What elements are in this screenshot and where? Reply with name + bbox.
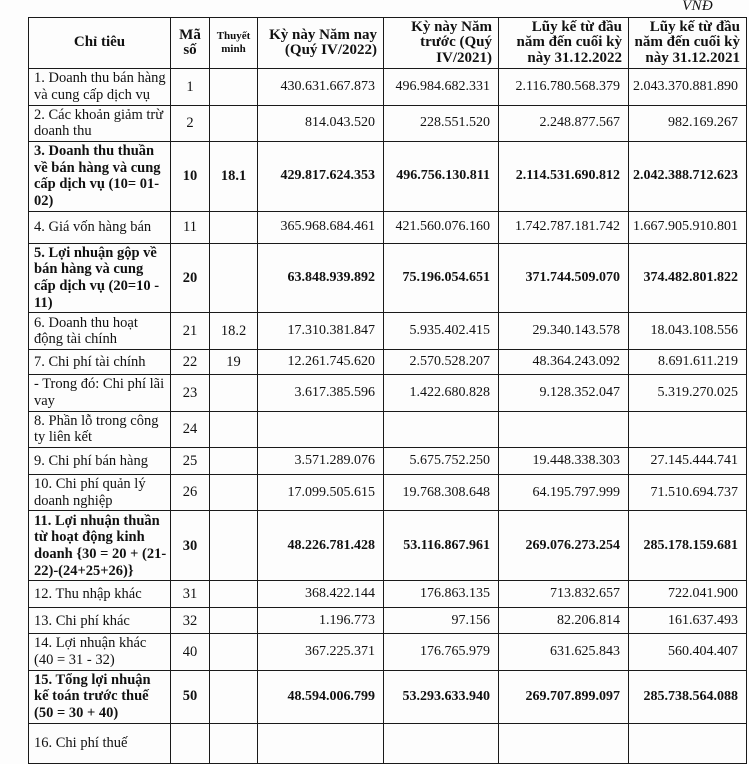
cell-luy-ke-2021: 27.145.444.741	[629, 448, 747, 475]
cell-ky-nay-nam-nay: 1.196.773	[258, 608, 384, 634]
col-header-chi-tieu: Chỉ tiêu	[29, 18, 171, 69]
table-row	[29, 448, 747, 475]
cell-chi-tieu: 6. Doanh thu hoạt động tài chính	[29, 313, 171, 350]
cell-chi-tieu: 14. Lợi nhuận khác (40 = 31 - 32)	[29, 634, 171, 670]
cell-luy-ke-2022: 2.114.531.690.812	[499, 142, 629, 212]
table-row	[29, 634, 747, 670]
cell-ma-so: 31	[171, 581, 210, 608]
cell-ky-nay-nam-nay: 63.848.939.892	[258, 243, 384, 313]
cell-ma-so: 2	[171, 105, 210, 141]
cell-ma-so: 10	[171, 142, 210, 212]
cell-thuyet-minh	[210, 581, 258, 608]
table-row	[29, 411, 747, 447]
cell-ky-nay-nam-nay: 429.817.624.353	[258, 142, 384, 212]
cell-thuyet-minh: 18.1	[210, 142, 258, 212]
cell-luy-ke-2022: 64.195.797.999	[499, 475, 629, 511]
cell-ky-nay-nam-truoc: 228.551.520	[384, 105, 499, 141]
table-body	[29, 69, 747, 763]
cell-ma-so: 20	[171, 243, 210, 313]
cell-ky-nay-nam-nay: 368.422.144	[258, 581, 384, 608]
cell-thuyet-minh	[210, 211, 258, 243]
cell-luy-ke-2022: 713.832.657	[499, 581, 629, 608]
cell-luy-ke-2022: 48.364.243.092	[499, 350, 629, 375]
cell-thuyet-minh	[210, 608, 258, 634]
cell-ky-nay-nam-nay: 365.968.684.461	[258, 211, 384, 243]
cell-ky-nay-nam-truoc	[384, 411, 499, 447]
cell-chi-tieu: 13. Chi phí khác	[29, 608, 171, 634]
cell-ma-so	[171, 723, 210, 763]
cell-luy-ke-2021: 18.043.108.556	[629, 313, 747, 350]
cell-thuyet-minh	[210, 723, 258, 763]
table-row	[29, 243, 747, 313]
cell-ma-so: 21	[171, 313, 210, 350]
col-header-thuyet-minh: Thuyết minh	[210, 18, 258, 69]
table-row	[29, 375, 747, 411]
cell-chi-tieu: 5. Lợi nhuận gộp về bán hàng và cung cấp dịch vụ (20=10 - 11)	[29, 243, 171, 313]
cell-chi-tieu: 12. Thu nhập khác	[29, 581, 171, 608]
cell-thuyet-minh: 19	[210, 350, 258, 375]
table-row	[29, 723, 747, 763]
cell-chi-tieu: 9. Chi phí bán hàng	[29, 448, 171, 475]
cell-thuyet-minh	[210, 448, 258, 475]
cell-thuyet-minh	[210, 375, 258, 411]
cell-ky-nay-nam-nay: 17.310.381.847	[258, 313, 384, 350]
cell-chi-tieu: 11. Lợi nhuận thuần từ hoạt động kinh doanh {30 = 20 + (21-22)-(24+25+26)}	[29, 511, 171, 581]
cell-ky-nay-nam-truoc: 176.863.135	[384, 581, 499, 608]
cell-ky-nay-nam-truoc: 75.196.054.651	[384, 243, 499, 313]
cell-ky-nay-nam-nay: 814.043.520	[258, 105, 384, 141]
cell-ky-nay-nam-truoc: 496.756.130.811	[384, 142, 499, 212]
cell-ky-nay-nam-nay	[258, 411, 384, 447]
cell-luy-ke-2021: 5.319.270.025	[629, 375, 747, 411]
cell-chi-tieu: 3. Doanh thu thuần về bán hàng và cung cấp dịch vụ (10= 01-02)	[29, 142, 171, 212]
cell-thuyet-minh	[210, 634, 258, 670]
cell-luy-ke-2022: 631.625.843	[499, 634, 629, 670]
table-row	[29, 511, 747, 581]
cell-luy-ke-2022: 2.248.877.567	[499, 105, 629, 141]
cell-chi-tieu: 8. Phần lỗ trong công ty liên kết	[29, 411, 171, 447]
cell-ky-nay-nam-nay: 3.571.289.076	[258, 448, 384, 475]
cell-ma-so: 40	[171, 634, 210, 670]
cell-thuyet-minh	[210, 69, 258, 105]
cell-luy-ke-2021: 285.738.564.088	[629, 670, 747, 723]
cell-ma-so: 23	[171, 375, 210, 411]
cell-luy-ke-2021: 374.482.801.822	[629, 243, 747, 313]
cell-chi-tieu: 15. Tổng lợi nhuận kế toán trước thuế (50 = 30 + 40)	[29, 670, 171, 723]
cell-luy-ke-2021	[629, 723, 747, 763]
table-header-row	[29, 18, 747, 69]
col-header-ky-nay-nam-truoc: Kỳ này Năm trước (Quý IV/2021)	[384, 18, 499, 69]
table-row	[29, 105, 747, 141]
cell-thuyet-minh	[210, 511, 258, 581]
table-row	[29, 581, 747, 608]
cell-ky-nay-nam-truoc: 5.935.402.415	[384, 313, 499, 350]
cell-ky-nay-nam-truoc: 53.116.867.961	[384, 511, 499, 581]
cell-thuyet-minh	[210, 475, 258, 511]
cell-ma-so: 50	[171, 670, 210, 723]
cell-luy-ke-2021: 982.169.267	[629, 105, 747, 141]
cell-ky-nay-nam-truoc: 496.984.682.331	[384, 69, 499, 105]
cell-chi-tieu: 10. Chi phí quản lý doanh nghiệp	[29, 475, 171, 511]
cell-ma-so: 25	[171, 448, 210, 475]
cell-thuyet-minh	[210, 670, 258, 723]
cell-luy-ke-2021: 722.041.900	[629, 581, 747, 608]
cell-chi-tieu: 7. Chi phí tài chính	[29, 350, 171, 375]
income-statement-table	[28, 17, 747, 764]
cell-ma-so: 22	[171, 350, 210, 375]
cell-luy-ke-2021: 285.178.159.681	[629, 511, 747, 581]
cell-luy-ke-2021: 2.042.388.712.623	[629, 142, 747, 212]
cell-ky-nay-nam-truoc: 53.293.633.940	[384, 670, 499, 723]
cell-chi-tieu: 2. Các khoản giảm trừ doanh thu	[29, 105, 171, 141]
cell-luy-ke-2022: 371.744.509.070	[499, 243, 629, 313]
cell-ky-nay-nam-truoc: 97.156	[384, 608, 499, 634]
table-row	[29, 211, 747, 243]
cell-ky-nay-nam-truoc: 19.768.308.648	[384, 475, 499, 511]
cell-ma-so: 1	[171, 69, 210, 105]
cell-ky-nay-nam-truoc: 421.560.076.160	[384, 211, 499, 243]
cell-luy-ke-2021	[629, 411, 747, 447]
cell-ky-nay-nam-truoc: 2.570.528.207	[384, 350, 499, 375]
cell-thuyet-minh	[210, 411, 258, 447]
cell-luy-ke-2022: 19.448.338.303	[499, 448, 629, 475]
col-header-ky-nay-nam-nay: Kỳ này Năm nay (Quý IV/2022)	[258, 18, 384, 69]
cell-chi-tieu: 16. Chi phí thuế	[29, 723, 171, 763]
table-row	[29, 608, 747, 634]
cell-luy-ke-2022: 2.116.780.568.379	[499, 69, 629, 105]
cell-ky-nay-nam-nay: 367.225.371	[258, 634, 384, 670]
cell-ky-nay-nam-truoc: 1.422.680.828	[384, 375, 499, 411]
table-row	[29, 69, 747, 105]
cell-luy-ke-2022	[499, 411, 629, 447]
cell-thuyet-minh: 18.2	[210, 313, 258, 350]
cell-ky-nay-nam-nay: 48.226.781.428	[258, 511, 384, 581]
cell-luy-ke-2022	[499, 723, 629, 763]
table-row	[29, 142, 747, 212]
cell-ky-nay-nam-nay: 17.099.505.615	[258, 475, 384, 511]
cell-chi-tieu: 1. Doanh thu bán hàng và cung cấp dịch vụ	[29, 69, 171, 105]
cell-ky-nay-nam-nay: 48.594.006.799	[258, 670, 384, 723]
table-row	[29, 475, 747, 511]
cell-luy-ke-2022: 29.340.143.578	[499, 313, 629, 350]
cell-ky-nay-nam-nay: 3.617.385.596	[258, 375, 384, 411]
cell-ma-so: 26	[171, 475, 210, 511]
cell-luy-ke-2022: 82.206.814	[499, 608, 629, 634]
cell-luy-ke-2021: 1.667.905.910.801	[629, 211, 747, 243]
table-row	[29, 670, 747, 723]
cell-luy-ke-2022: 269.707.899.097	[499, 670, 629, 723]
cell-ky-nay-nam-truoc: 5.675.752.250	[384, 448, 499, 475]
table-row	[29, 313, 747, 350]
currency-unit-note: VNĐ	[682, 0, 713, 14]
col-header-ma-so: Mã số	[171, 18, 210, 69]
cell-ky-nay-nam-nay	[258, 723, 384, 763]
cell-luy-ke-2022: 1.742.787.181.742	[499, 211, 629, 243]
cell-ma-so: 24	[171, 411, 210, 447]
cell-thuyet-minh	[210, 243, 258, 313]
cell-ma-so: 11	[171, 211, 210, 243]
cell-ky-nay-nam-nay: 430.631.667.873	[258, 69, 384, 105]
cell-ma-so: 32	[171, 608, 210, 634]
cell-luy-ke-2022: 269.076.273.254	[499, 511, 629, 581]
cell-chi-tieu: - Trong đó: Chi phí lãi vay	[29, 375, 171, 411]
cell-ky-nay-nam-truoc: 176.765.979	[384, 634, 499, 670]
cell-luy-ke-2022: 9.128.352.047	[499, 375, 629, 411]
col-header-luy-ke-2022: Lũy kế từ đầu năm đến cuối kỳ này 31.12.2022	[499, 18, 629, 69]
cell-luy-ke-2021: 8.691.611.219	[629, 350, 747, 375]
cell-ma-so: 30	[171, 511, 210, 581]
cell-luy-ke-2021: 161.637.493	[629, 608, 747, 634]
cell-ky-nay-nam-nay: 12.261.745.620	[258, 350, 384, 375]
cell-luy-ke-2021: 560.404.407	[629, 634, 747, 670]
cell-ky-nay-nam-truoc	[384, 723, 499, 763]
cell-chi-tieu: 4. Giá vốn hàng bán	[29, 211, 171, 243]
cell-thuyet-minh	[210, 105, 258, 141]
cell-luy-ke-2021: 71.510.694.737	[629, 475, 747, 511]
table-row	[29, 350, 747, 375]
cell-luy-ke-2021: 2.043.370.881.890	[629, 69, 747, 105]
col-header-luy-ke-2021: Lũy kế từ đầu năm đến cuối kỳ này 31.12.2021	[629, 18, 747, 69]
